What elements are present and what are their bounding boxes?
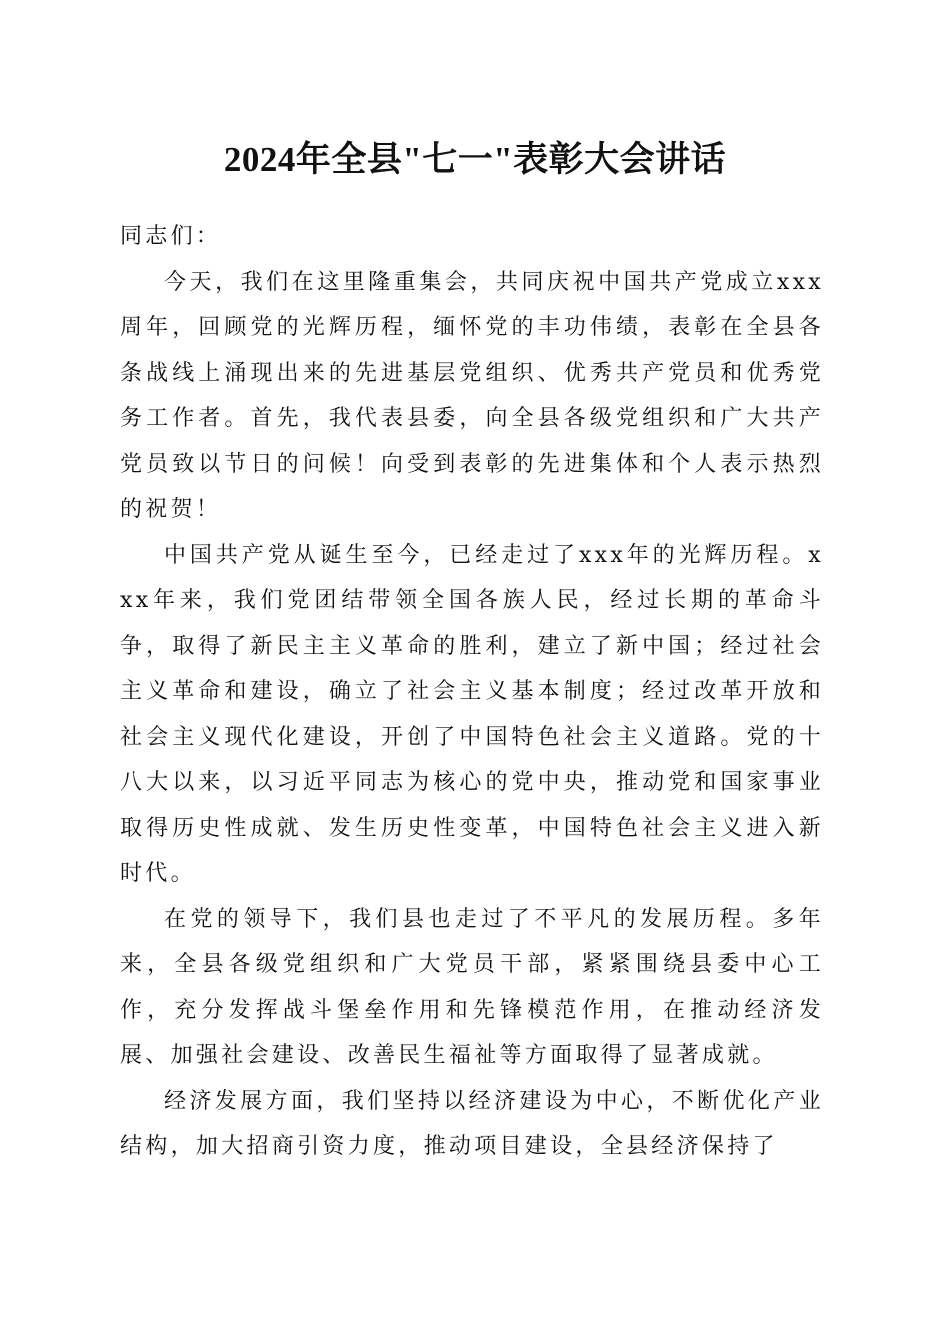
document-body	[120, 214, 824, 1170]
paragraph-4: 经济发展方面，我们坚持以经济建设为中心，不断优化产业结构，加大招商引资力度，推动项目建设，全县经济保持了	[120, 1088, 824, 1159]
paragraph-2: 中国共产党从诞生至今，已经走过了xxx年的光辉历程。xxx年来，我们党团结带领全国各族人民，经过长期的革命斗争，取得了新民主主义革命的胜利，建立了新中国；经过社会主义革命和建设，确立了社会主义基本制度；经过改革开放和社会主义现代化建设，开创了中国特色社会主义道路。党的十八大以来，以习近平同志为核心的党中央，推动党和国家事业取得历史性成就、发生历史性变革，中国特色社会主义进入新时代。	[120, 542, 824, 886]
salutation: 同志们：	[120, 224, 222, 249]
paragraph-1: 今天，我们在这里隆重集会，共同庆祝中国共产党成立xxx周年，回顾党的光辉历程，缅怀党的丰功伟绩，表彰在全县各条战线上涌现出来的先进基层党组织、优秀共产党员和优秀党务工作者。首先，我代表县委，向全县各级党组织和广大共产党员致以节日的问候！向受到表彰的先进集体和个人表示热烈的祝贺！	[120, 269, 824, 522]
document-title: 2024年全县"七一"表彰大会讲话	[223, 140, 727, 179]
paragraph-3: 在党的领导下，我们县也走过了不平凡的发展历程。多年来，全县各级党组织和广大党员干部，紧紧围绕县委中心工作，充分发挥战斗堡垒作用和先锋模范作用，在推动经济发展、加强社会建设、改善民生福祉等方面取得了显著成就。	[120, 906, 824, 1068]
